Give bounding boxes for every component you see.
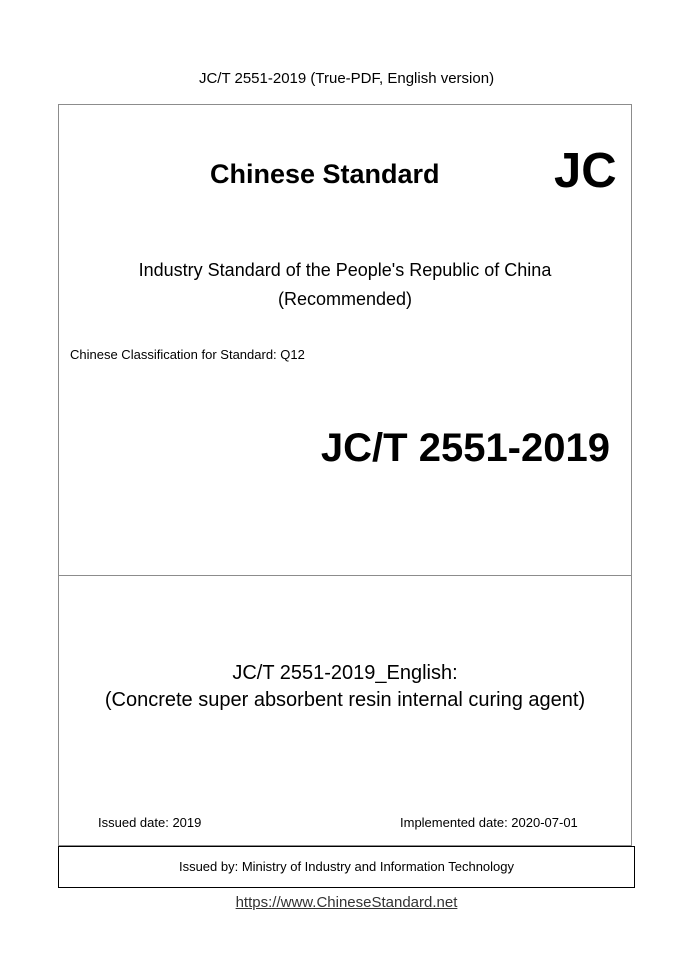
issuer-box xyxy=(58,846,635,888)
english-document-title: (Concrete super absorbent resin internal curing agent) xyxy=(104,689,586,711)
cover-heading: Chinese Standard xyxy=(210,159,440,189)
implemented-date: Implemented date: 2020-07-01 xyxy=(400,815,578,830)
english-version-code: JC/T 2551-2019_English: xyxy=(232,662,458,684)
industry-standard-title: Industry Standard of the People's Republic of China xyxy=(138,260,552,280)
classification-label: Chinese Classification for Standard: Q12 xyxy=(70,347,305,362)
recommended-label: (Recommended) xyxy=(277,289,413,309)
issuer-text: Issued by: Ministry of Industry and Information Technology xyxy=(178,859,515,874)
standard-number: JC/T 2551-2019 xyxy=(320,426,610,470)
cover-frame xyxy=(58,104,632,846)
cover-divider xyxy=(58,575,632,576)
website-link[interactable]: https://www.ChineseStandard.net xyxy=(235,894,458,911)
issued-date: Issued date: 2019 xyxy=(98,815,202,830)
page-header-title: JC/T 2551-2019 (True-PDF, English version) xyxy=(198,70,495,87)
standard-type-mark: JC xyxy=(554,144,617,198)
